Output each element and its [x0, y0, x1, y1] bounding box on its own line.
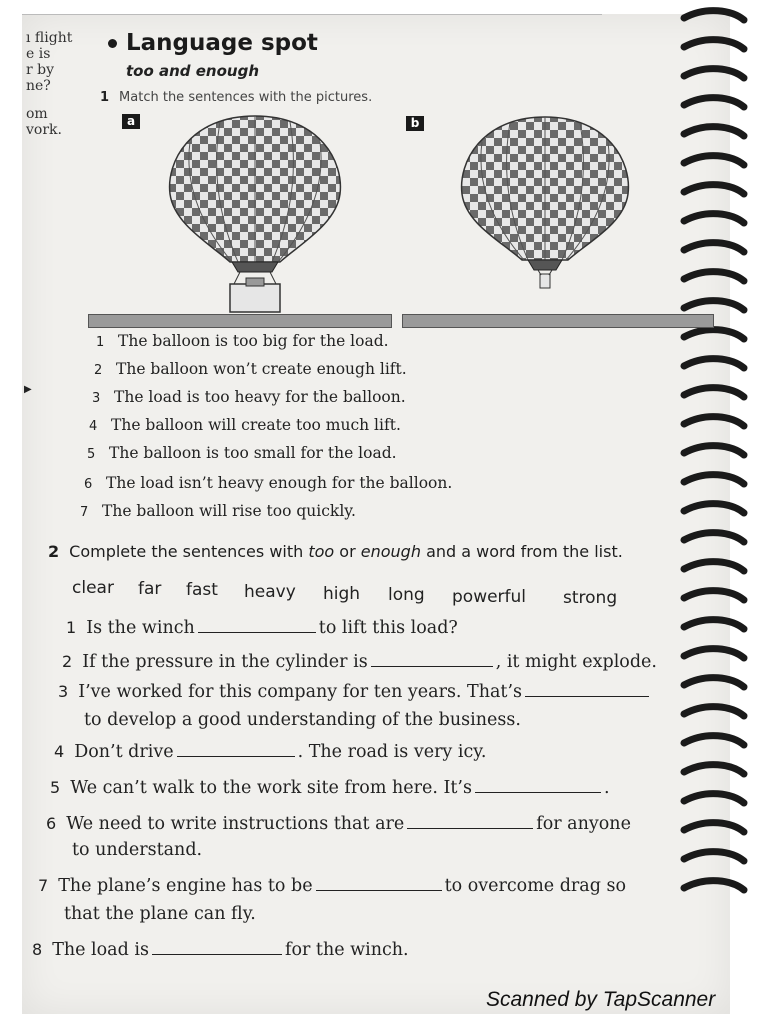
list-item: 1 The balloon is too big for the load. — [96, 332, 389, 350]
spiral-coil — [684, 40, 744, 49]
exercise-2-item: 4 Don’t drive . The road is very icy. — [54, 742, 487, 762]
exercise-1-instruction: 1 Match the sentences with the pictures. — [100, 90, 373, 105]
spiral-binding — [676, 0, 768, 1024]
spiral-coil — [684, 533, 744, 542]
spiral-coil — [684, 620, 744, 629]
spiral-coil — [684, 214, 744, 223]
exercise-2-item: 1 Is the winch to lift this load? — [66, 618, 458, 638]
spiral-coil — [684, 272, 744, 281]
word: far — [138, 579, 162, 599]
word: clear — [72, 578, 114, 598]
answer-blank[interactable] — [475, 791, 601, 793]
answer-blank[interactable] — [316, 889, 442, 891]
list-item: 3 The load is too heavy for the balloon. — [92, 388, 406, 406]
exercise-2-item: 2 If the pressure in the cylinder is , it might explode. — [62, 652, 657, 672]
fragment: e is — [26, 46, 51, 62]
spiral-coil — [684, 707, 744, 716]
answer-blank[interactable] — [407, 827, 533, 829]
spiral-coil — [684, 359, 744, 368]
ground-strip-a — [88, 314, 392, 328]
list-item: 6 The load isn’t heavy enough for the balloon. — [84, 474, 453, 492]
spiral-coil — [684, 852, 744, 861]
word: strong — [563, 588, 618, 608]
spiral-coil — [684, 185, 744, 194]
answer-blank[interactable] — [177, 755, 295, 757]
exercise-2-instruction: 2 Complete the sentences with too or enough and a word from the list. — [48, 542, 623, 561]
balloon-a-image — [160, 112, 350, 316]
spiral-coil — [684, 127, 744, 136]
spiral-coil — [684, 446, 744, 455]
exercise-2-item-continued: that the plane can fly. — [64, 904, 256, 924]
section-subtitle: too and enough — [126, 62, 260, 80]
spiral-coil — [684, 591, 744, 600]
exercise-2-item-continued: to understand. — [72, 840, 203, 860]
spiral-coil — [684, 301, 744, 310]
word: heavy — [244, 582, 296, 602]
bullet-icon — [108, 39, 117, 48]
spiral-coil — [684, 330, 744, 339]
word: long — [388, 585, 425, 605]
spiral-coil — [684, 794, 744, 803]
spiral-coil — [684, 388, 744, 397]
spiral-coil — [684, 11, 744, 20]
fragment: vork. — [26, 122, 62, 138]
word: fast — [186, 580, 218, 600]
fragment: ne? — [26, 78, 51, 94]
spiral-coil — [684, 475, 744, 484]
picture-label-a: a — [122, 114, 140, 129]
fragment: ı flight — [26, 30, 73, 46]
exercise-2-item: 3 I’ve worked for this company for ten years. That’s — [58, 682, 652, 702]
spiral-coil — [684, 562, 744, 571]
fragment: om — [26, 106, 48, 122]
spiral-coil — [684, 98, 744, 107]
margin-arrow-icon: ▶ — [24, 384, 32, 395]
scanner-watermark: Scanned by TapScanner — [486, 988, 716, 1011]
spiral-coil — [684, 736, 744, 745]
answer-blank[interactable] — [198, 631, 316, 633]
list-item: 2 The balloon won’t create enough lift. — [94, 360, 407, 378]
spiral-coil — [684, 417, 744, 426]
spiral-coil — [684, 765, 744, 774]
answer-blank[interactable] — [371, 665, 493, 667]
exercise-2-item: 5 We can’t walk to the work site from here. It’s . — [50, 778, 610, 798]
page-top-rule — [22, 14, 602, 15]
spiral-coil — [684, 243, 744, 252]
word: high — [323, 584, 361, 604]
list-item: 5 The balloon is too small for the load. — [87, 444, 397, 462]
section-title: Language spot — [108, 30, 318, 56]
picture-label-b: b — [406, 116, 424, 131]
ground-strip-b — [402, 314, 714, 328]
list-item: 4 The balloon will create too much lift. — [89, 416, 401, 434]
answer-blank[interactable] — [152, 953, 282, 955]
spiral-coil — [684, 881, 744, 890]
balloon-b-image — [454, 114, 636, 294]
spiral-coil — [684, 156, 744, 165]
exercise-2-item: 8 The load is for the winch. — [32, 940, 409, 960]
list-item: 7 The balloon will rise too quickly. — [80, 502, 356, 520]
spiral-coil — [684, 678, 744, 687]
spiral-coil — [684, 504, 744, 513]
word: powerful — [452, 587, 527, 607]
fragment: r by — [26, 62, 55, 78]
exercise-2-item: 6 We need to write instructions that are for anyone — [46, 814, 631, 834]
exercise-2-item-continued: to develop a good understanding of the business. — [84, 710, 521, 730]
previous-page-fragments — [26, 30, 72, 138]
answer-blank[interactable] — [525, 695, 649, 697]
spiral-coil — [684, 823, 744, 832]
spiral-coil — [684, 649, 744, 658]
spiral-coil — [684, 69, 744, 78]
exercise-2-item: 7 The plane’s engine has to be to overcome drag so — [38, 876, 626, 896]
